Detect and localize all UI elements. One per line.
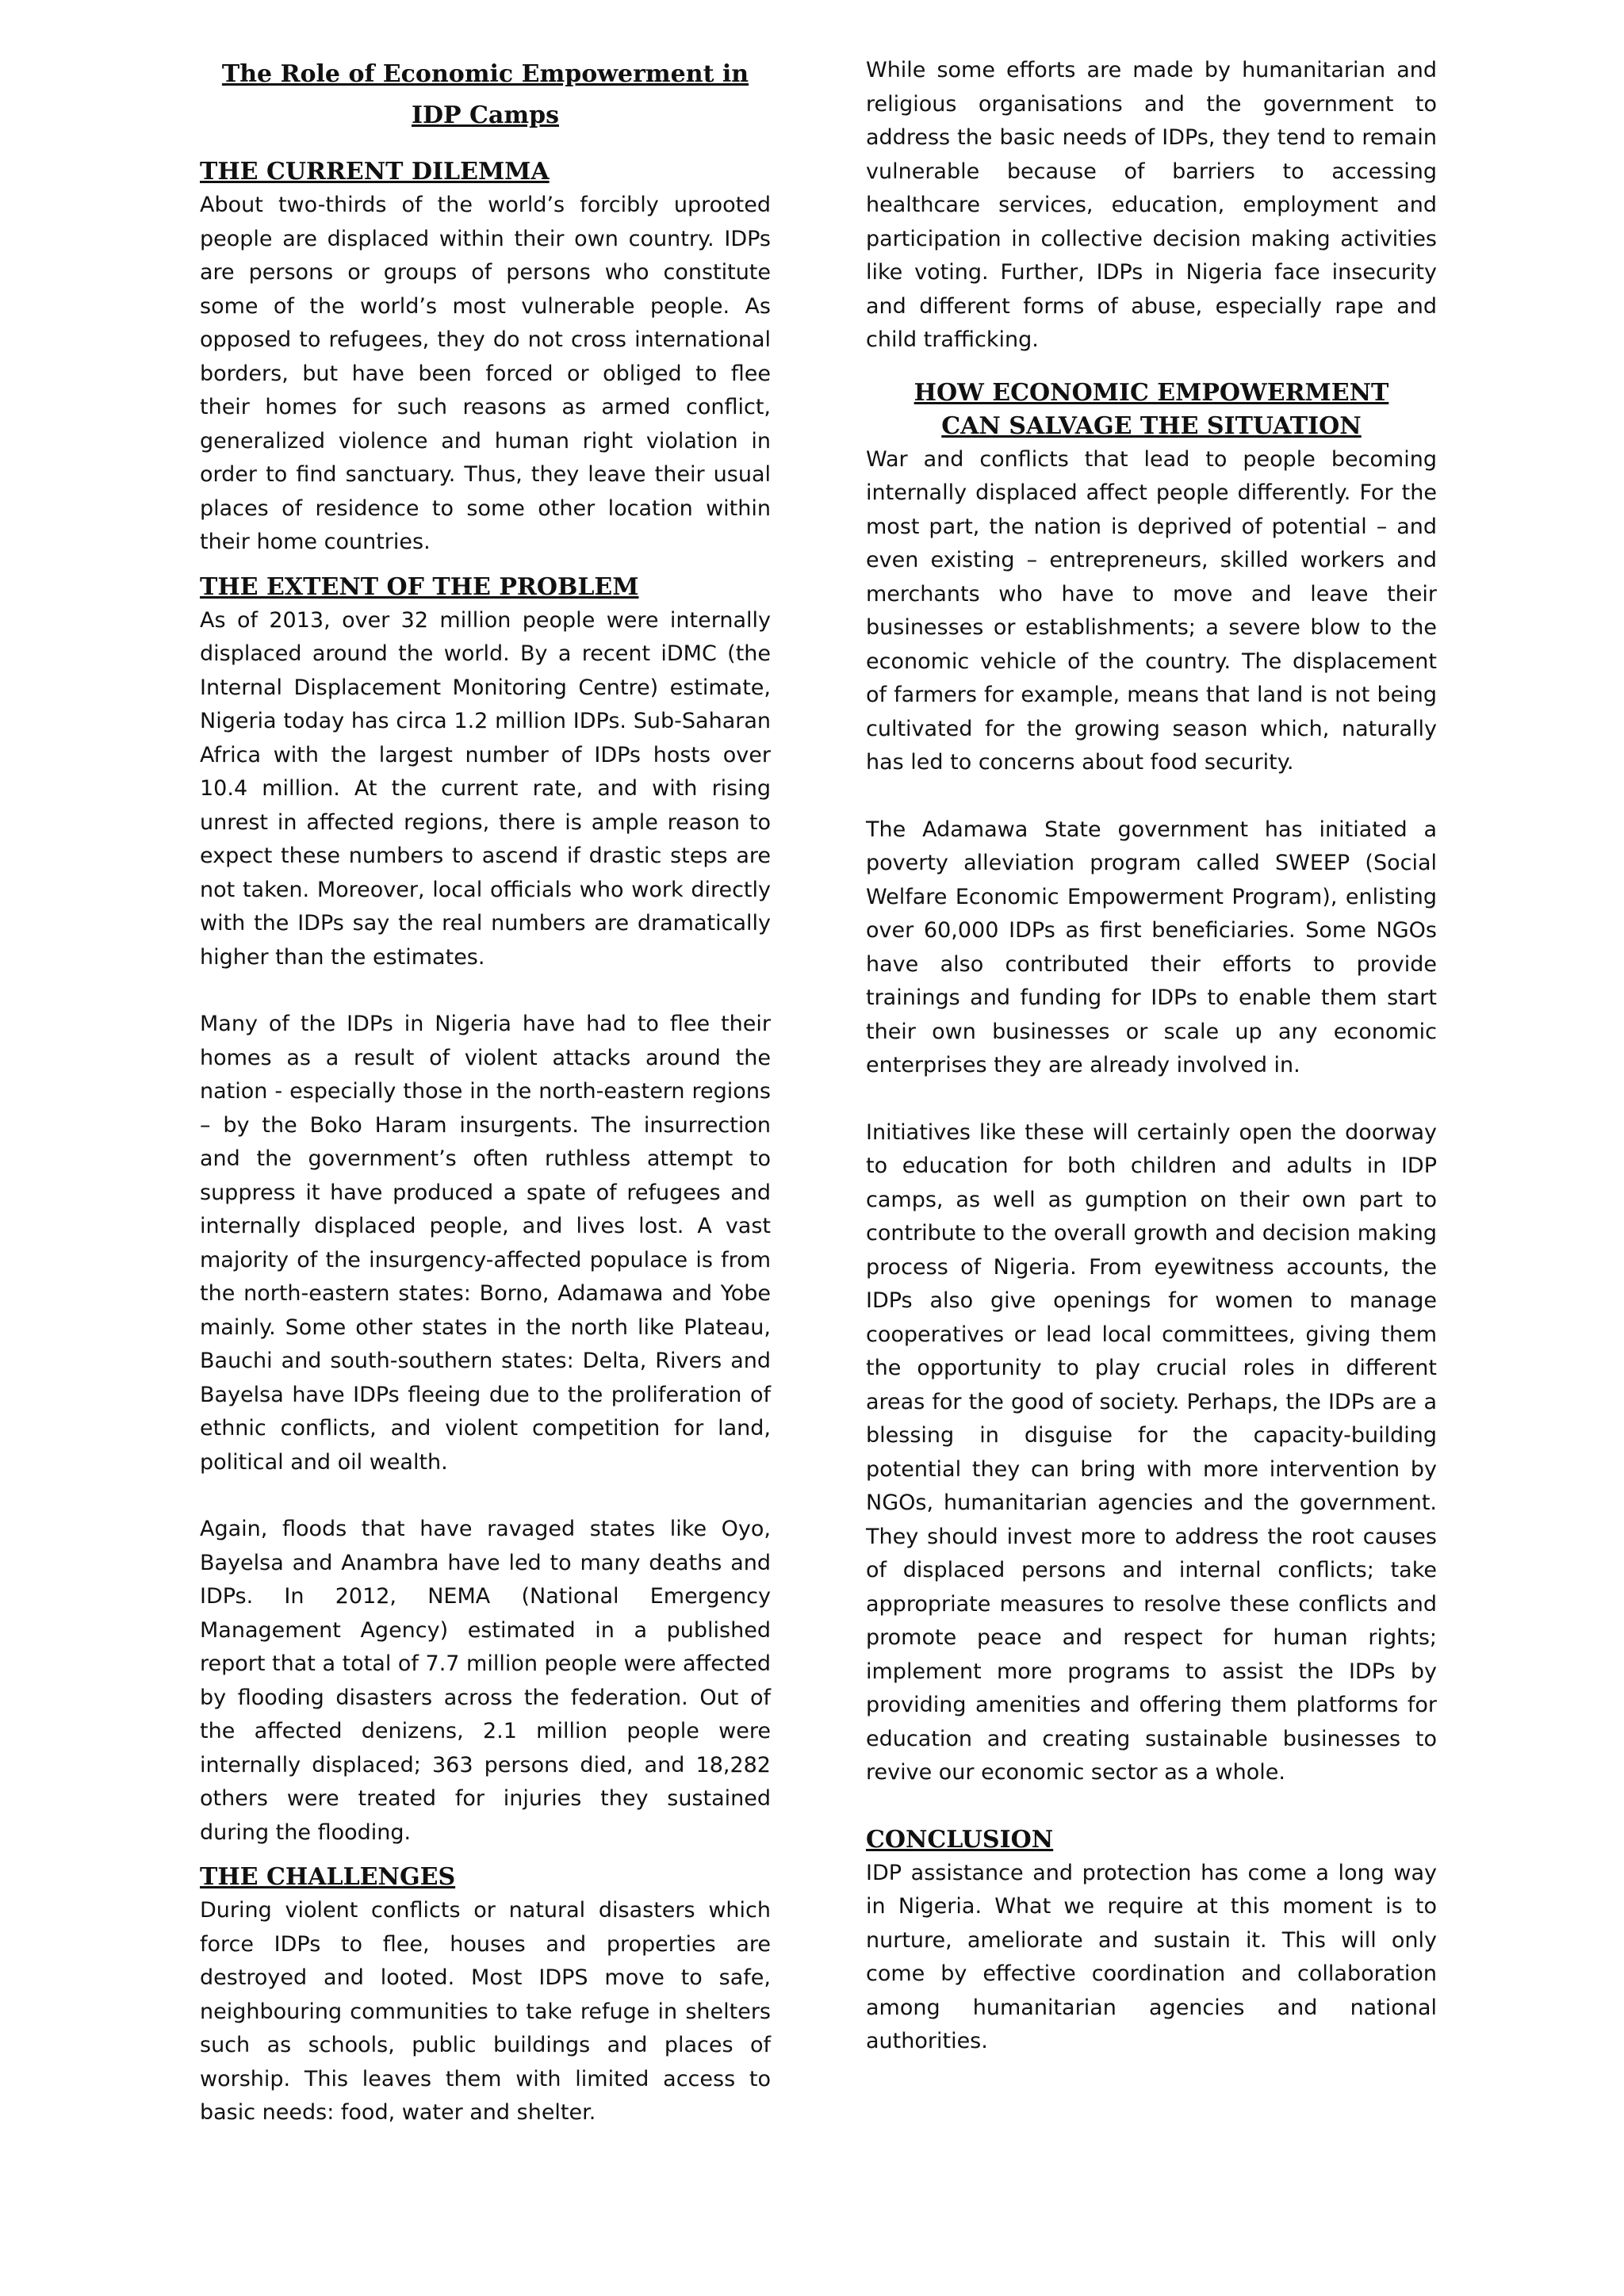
heading-current-dilemma: THE CURRENT DILEMMA: [200, 158, 550, 186]
paragraph-empowerment-3: Initiatives like these will certainly open the doorway to education for both children and adults in IDP camps, as well as gumption on their own part to contribute to the overall growth and decision making process of Nigeria. From eyewitness accounts, the IDPs also give openings for women to manage cooperatives or lead local committees, giving them the opportunity to play crucial roles in different areas for the good of society. Perhaps, the IDPs are a blessing in disguise for the capacity-building potential they can bring with more intervention by NGOs, humanitarian agencies and the government. They should invest more to address the root causes of displaced persons and internal conflicts; take appropriate measures to resolve these conflicts and promote peace and respect for human rights; implement more programs to assist the IDPs by providing amenities and offering them platforms for education and creating sustainable businesses to revive our economic sector as a whole.: [866, 1119, 1437, 1785]
heading-extent: THE EXTENT OF THE PROBLEM: [200, 572, 639, 601]
paragraph-current-dilemma-1: About two-thirds of the world’s forcibly uprooted people are displaced within their own country. IDPs are persons or groups of persons who constitute some of the world’s most vulnerable people. As opposed to refugees, they do not cross international borders, but have been forced or obliged to flee their homes for such reasons as armed conflict, generalized violence and human right violation in order to find sanctuary. Thus, they leave their usual places of residence to some other location within their home countries.: [200, 193, 771, 554]
paragraph-empowerment-1: War and conflicts that lead to people becoming internally displaced affect people differently. For the most part, the nation is deprived of potential – and even existing – entrepreneurs, skilled workers and merchants who have to move and leave their businesses or establishments; a severe blow to the economic vehicle of the country. The displacement of farmers for example, means that land is not being cultivated for the growing season which, naturally has led to concerns about food security.: [866, 446, 1437, 775]
left-column: [200, 54, 771, 2130]
paragraph-challenges-2: While some efforts are made by humanitarian and religious organisations and the government to address the basic needs of IDPs, they tend to remain vulnerable because of barriers to accessing healthcare services, education, employment and participation in collective decision making activities like voting. Further, IDPs in Nigeria face insecurity and different forms of abuse, especially rape and child trafficking.: [866, 58, 1437, 352]
right-column: [866, 54, 1437, 2059]
document-title: The Role of Economic Empowerment in IDP Camps: [221, 60, 749, 129]
paragraph-extent-2: Many of the IDPs in Nigeria have had to flee their homes as a result of violent attacks around the nation - especially those in the north-eastern regions – by the Boko Haram insurgents. The insurrection and the government’s often ruthless attempt to suppress it have produced a spate of refugees and internally displaced people, and lives lost. A vast majority of the insurgency-affected populace is from the north-eastern states: Borno, Adamawa and Yobe mainly. Some other states in the north like Plateau, Bauchi and south-southern states: Delta, Rivers and Bayelsa have IDPs fleeing due to the proliferation of ethnic conflicts, and violent competition for land, political and oil wealth.: [200, 1012, 771, 1475]
paragraph-extent-1: As of 2013, over 32 million people were internally displaced around the world. By a recent iDMC (the Internal Displacement Monitoring Centre) estimate, Nigeria today has circa 1.2 million IDPs. Sub-Saharan Africa with the largest number of IDPs hosts over 10.4 million. At the current rate, and with rising unrest in affected regions, there is ample reason to expect these numbers to ascend if drastic steps are not taken. Moreover, local officials who work directly with the IDPs say the real numbers are dramatically higher than the estimates.: [200, 607, 771, 970]
paragraph-extent-3: Again, floods that have ravaged states like Oyo, Bayelsa and Anambra have led to many deaths and IDPs. In 2012, NEMA (National Emergency Management Agency) estimated in a published report that a total of 7.7 million people were affected by flooding disasters across the federation. Out of the affected denizens, 2.1 million people were internally displaced; 363 persons died, and 18,282 others were treated for injuries they sustained during the flooding.: [200, 1517, 771, 1845]
paragraph-empowerment-2: The Adamawa State government has initiated a poverty alleviation program called SWEEP (Social Welfare Economic Empowerment Program), enlisting over 60,000 IDPs as first beneficiaries. Some NGOs have also contributed their efforts to provide trainings and funding for IDPs to enable them start their own businesses or scale up any economic enterprises they are already involved in.: [866, 817, 1437, 1077]
heading-empowerment: HOW ECONOMIC EMPOWERMENT CAN SALVAGE THE SITUATION: [914, 378, 1389, 440]
paragraph-conclusion-1: IDP assistance and protection has come a long way in Nigeria. What we require at this moment is to nurture, ameliorate and sustain it. This will only come by effective coordination and collaboration among humanitarian agencies and national authorities.: [866, 1860, 1437, 2053]
paragraph-challenges-1: During violent conflicts or natural disasters which force IDPs to flee, houses and properties are destroyed and looted. Most IDPS move to safe, neighbouring communities to take refuge in shelters such as schools, public buildings and places of worship. This leaves them with limited access to basic needs: food, water and shelter.: [200, 1898, 771, 2125]
heading-challenges: THE CHALLENGES: [200, 1863, 456, 1891]
heading-conclusion: CONCLUSION: [866, 1825, 1054, 1854]
